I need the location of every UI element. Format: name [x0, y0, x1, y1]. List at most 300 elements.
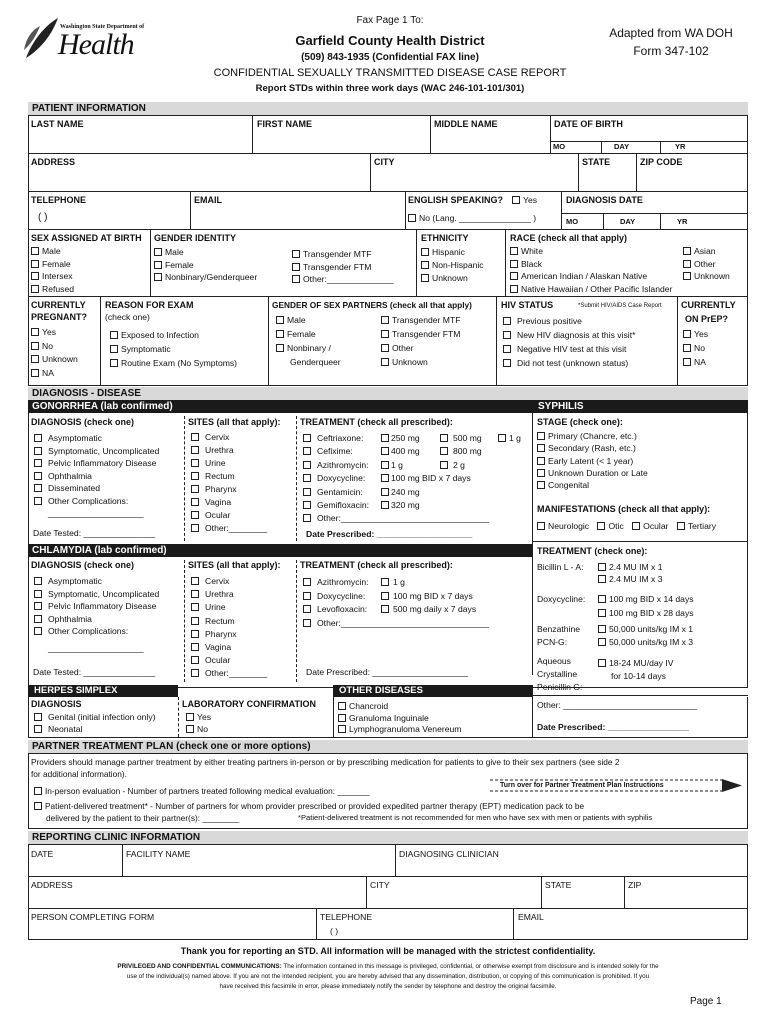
- ct-site-option[interactable]: [191, 667, 267, 680]
- gc-treatment-option-text: Ceftriaxone:: [317, 433, 364, 443]
- syphilis-stage-option[interactable]: [537, 467, 648, 479]
- prep-option-text: NA: [694, 357, 706, 367]
- state-label: STATE: [582, 157, 611, 167]
- partner-section-header: PARTNER TREATMENT PLAN (check one or more options): [28, 740, 748, 753]
- fax-phone: (509) 843-1935 (Confidential FAX line): [301, 52, 479, 63]
- gc-dose-option[interactable]: [381, 499, 471, 512]
- ethnicity-option[interactable]: [421, 246, 484, 259]
- gc-dose-1g[interactable]: [498, 432, 521, 444]
- aqueous-label-3: Penicillin G:: [537, 682, 583, 692]
- reason-option[interactable]: [110, 328, 237, 342]
- race-option-text: Black: [521, 258, 543, 269]
- other-disease-option[interactable]: [338, 724, 461, 736]
- logo-line2: Health: [58, 28, 134, 61]
- prep-options: [683, 327, 708, 369]
- benzathine-options: [598, 623, 693, 648]
- benzathine-label-1: Benzathine: [537, 624, 581, 634]
- partner-gender-option[interactable]: [276, 327, 341, 341]
- hiv-option[interactable]: [503, 328, 635, 342]
- bicillin-option[interactable]: [598, 561, 662, 573]
- privileged-text-3: have received this facsimile in error, please immediately notify the sender by telephone and destroy the original facsimile.: [219, 983, 557, 990]
- partner-gender-option-text: Transgender MTF: [392, 315, 461, 325]
- sex-option[interactable]: [31, 270, 74, 283]
- partner-gender-option[interactable]: [381, 327, 460, 341]
- ethnicity-option[interactable]: [421, 259, 484, 272]
- bicillin-label: Bicillin L - A:: [537, 562, 584, 572]
- hiv-option[interactable]: [503, 342, 635, 356]
- ct-diagnosis-option-text: Pelvic Inflammatory Disease: [48, 601, 157, 611]
- prep-option[interactable]: [683, 355, 708, 369]
- syph-doxy-option[interactable]: [598, 607, 694, 619]
- partners-right-options: [381, 313, 460, 369]
- gc-dose-option-text: 240 mg: [391, 486, 420, 497]
- pregnant-option-text: NA: [42, 367, 54, 378]
- partner-gender-option-text: Transgender FTM: [392, 329, 461, 339]
- syphilis-stage-option[interactable]: [537, 430, 648, 442]
- gc-dose-option-text: 250 mg: [391, 433, 420, 443]
- gc-site-option[interactable]: [191, 431, 267, 444]
- partner-gender-option[interactable]: [276, 313, 341, 327]
- ct-site-option[interactable]: [191, 588, 267, 601]
- english-speaking-label: ENGLISH SPEAKING?: [408, 195, 504, 205]
- ct-date-prescribed[interactable]: Date Prescribed: ____________________: [306, 667, 468, 677]
- race-option[interactable]: [510, 245, 672, 258]
- ct-treatment-option-text: Azithromycin:: [317, 577, 369, 587]
- gonorrhea-header: GONORRHEA (lab confirmed): [28, 400, 532, 413]
- gc-dose-option-text: 1 g: [391, 459, 403, 470]
- prep-label-2: ON PrEP?: [685, 314, 729, 324]
- ct-sites-label: SITES (all that apply):: [188, 560, 281, 570]
- pregnant-option-text: Unknown: [42, 354, 78, 364]
- logo-line1: Washington State Department of: [60, 24, 145, 30]
- herpes-option[interactable]: [34, 723, 155, 735]
- gc-site-option-text: Pharynx: [205, 484, 237, 494]
- ct-diagnosis-option[interactable]: [34, 575, 159, 588]
- reason-option-text: Symptomatic: [121, 344, 171, 354]
- other-disease-option-text: Granuloma Inguinale: [349, 712, 429, 723]
- gc-diagnosis-option-text: Disseminated: [48, 483, 101, 493]
- benzathine-option[interactable]: [598, 636, 693, 648]
- dob-yr: YR: [675, 142, 686, 151]
- other-diseases-header: OTHER DISEASES: [333, 685, 532, 697]
- race-label: RACE (check all that apply): [510, 233, 628, 243]
- gc-diagnosis-option[interactable]: [34, 482, 159, 495]
- gc-site-option[interactable]: [191, 483, 267, 496]
- race-option-text: Asian: [694, 246, 716, 256]
- prep-option[interactable]: [683, 341, 708, 355]
- gc-site-option[interactable]: [191, 496, 267, 509]
- ct-diagnosis-options: [34, 575, 159, 654]
- race-option-text: Unknown: [694, 271, 730, 281]
- ct-treatment-option-text: Doxycycline:: [317, 590, 366, 601]
- lab-option[interactable]: [186, 711, 211, 723]
- hiv-option-text: Previous positive: [517, 316, 582, 326]
- manif-option[interactable]: [597, 521, 623, 531]
- gender-option-text: Transgender FTM: [303, 261, 372, 272]
- gc-dose-col2: [440, 432, 482, 472]
- pregnant-label-1: CURRENTLY: [31, 300, 86, 310]
- race-option-text: Native Hawaiian / Other Pacific Islander: [521, 283, 673, 294]
- gc-diagnosis-option[interactable]: [34, 470, 159, 483]
- clinic-telephone-paren[interactable]: ( ): [330, 926, 339, 936]
- lab-option[interactable]: [186, 723, 211, 735]
- prep-option[interactable]: [683, 327, 708, 341]
- gc-dose-option[interactable]: [381, 486, 471, 499]
- reason-sub: (check one): [105, 312, 150, 322]
- ct-site-option[interactable]: [191, 615, 267, 628]
- gender-option[interactable]: [154, 271, 257, 284]
- ct-site-option-text: Pharynx: [205, 628, 237, 639]
- gc-site-option[interactable]: [191, 509, 267, 522]
- sex-option[interactable]: [31, 258, 74, 271]
- gender-option-text: Other:______________: [303, 274, 394, 284]
- ethnicity-option-text: Unknown: [432, 273, 468, 283]
- gc-diagnosis-option[interactable]: [34, 457, 159, 470]
- dob-day: DAY: [614, 142, 630, 151]
- gc-dose-option-text: 800 mg: [453, 446, 482, 457]
- person-completing-label: PERSON COMPLETING FORM: [31, 912, 155, 922]
- ct-dose-options: [381, 576, 476, 617]
- ethnicity-options: [421, 246, 484, 285]
- gc-other-line[interactable]: ____________________: [48, 508, 144, 518]
- gc-dose-option[interactable]: [440, 459, 482, 472]
- report-subtitle: Report STDs within three work days (WAC 246-101-101/301): [255, 83, 525, 94]
- gc-sites-label: SITES (all that apply):: [188, 417, 281, 427]
- pregnant-label-2: PREGNANT?: [31, 312, 87, 322]
- clinic-city-label: CITY: [370, 880, 390, 890]
- dob-label: DATE OF BIRTH: [554, 119, 623, 129]
- gc-treatment-label: TREATMENT (check all prescribed):: [300, 417, 453, 427]
- gender-right-options: [292, 248, 394, 286]
- inperson-text: In-person evaluation - Number of partners treated following medical evaluation: _______: [45, 786, 370, 796]
- benzathine-option[interactable]: [598, 623, 693, 635]
- ct-date-tested[interactable]: Date Tested: _______________: [33, 667, 156, 677]
- ct-diagnosis-option[interactable]: [34, 625, 159, 638]
- ct-diagnosis-option[interactable]: [34, 588, 159, 601]
- ct-site-option-text: Urethra: [205, 589, 234, 600]
- gc-diagnosis-option-text: Other Complications:: [48, 495, 129, 506]
- pregnant-option-text: Yes: [42, 327, 57, 337]
- middle-name-label: MIDDLE NAME: [434, 119, 498, 129]
- gc-dose-option[interactable]: [440, 445, 482, 458]
- gc-site-option-text: Other:________: [205, 523, 268, 533]
- ct-site-option[interactable]: [191, 575, 267, 588]
- ct-site-option[interactable]: [191, 654, 267, 667]
- syphilis-stage-option-text: Early Latent (< 1 year): [548, 455, 634, 466]
- gender-identity-label: GENDER IDENTITY: [154, 233, 237, 243]
- ct-other-line[interactable]: ____________________: [48, 642, 144, 653]
- telephone-paren[interactable]: ( ): [38, 212, 48, 223]
- pregnant-option[interactable]: [31, 367, 78, 381]
- gc-diagnosis-options: [34, 432, 159, 520]
- english-yes-text: Yes: [523, 195, 538, 205]
- ct-site-option[interactable]: [191, 641, 267, 654]
- prep-option-text: No: [694, 343, 705, 353]
- privileged-notice: [28, 962, 748, 992]
- ct-site-option-text: Other:________: [205, 668, 268, 679]
- syphilis-treatment-label: TREATMENT (check one):: [537, 546, 648, 556]
- syphilis-stage-option[interactable]: [537, 479, 648, 491]
- english-yes-checkbox[interactable]: [512, 196, 520, 204]
- partner-gender-option-text: Nonbinary /: [287, 343, 331, 353]
- clinic-state-label: STATE: [545, 880, 572, 890]
- gc-diagnosis-option-text: Ophthalmia: [48, 470, 92, 481]
- gc-site-option-text: Cervix: [205, 432, 230, 442]
- ethnicity-option-text: Hispanic: [432, 247, 465, 257]
- gc-diagnosis-option-text: Asymptomatic: [48, 433, 102, 443]
- race-option[interactable]: [510, 270, 672, 283]
- clinic-address-label: ADDRESS: [31, 880, 73, 890]
- manif-option-text: Ocular: [643, 521, 669, 531]
- gender-option[interactable]: [292, 273, 394, 286]
- ct-treatment-option-text: Levofloxacin:: [317, 604, 368, 614]
- hiv-option-text: Negative HIV test at this visit: [517, 344, 627, 354]
- gc-site-option-text: Vagina: [205, 497, 232, 507]
- sex-option[interactable]: [31, 245, 74, 258]
- race-option[interactable]: [683, 270, 730, 283]
- manif-option[interactable]: [537, 521, 589, 531]
- ept-option[interactable]: [34, 800, 584, 812]
- partners-left-options: [276, 313, 341, 369]
- leaf-logo-icon: [22, 14, 62, 62]
- ct-site-option[interactable]: [191, 628, 267, 641]
- sex-options: [31, 245, 74, 295]
- syphilis-stage-option-text: Unknown Duration or Late: [548, 467, 648, 478]
- benzathine-option-text: 50,000 units/kg IM x 1: [609, 624, 694, 634]
- syphilis-date-prescribed[interactable]: Date Prescribed: _________________: [537, 722, 689, 732]
- gc-site-option-text: Urethra: [205, 445, 234, 455]
- ct-site-option-text: Vagina: [205, 642, 232, 653]
- gc-site-option[interactable]: [191, 470, 267, 483]
- diagnosis-section-header: DIAGNOSIS - DISEASE: [28, 387, 748, 400]
- reason-option-text: Exposed to Infection: [121, 330, 199, 340]
- privileged-text-2: use of the individual(s) named above. If you are not the intended recipient, you are hereby advised that any dissemination, distribution, or copying of this communication is prohibited. If you: [126, 973, 650, 980]
- aqueous-option[interactable]: [598, 657, 673, 669]
- hiv-option[interactable]: [503, 314, 635, 328]
- privileged-text-1: The information contained in this message is privileged, confidential, or otherwise exempt from disclosure and is intended solely for the: [283, 963, 659, 970]
- gc-site-option[interactable]: [191, 457, 267, 470]
- ct-site-option-text: Urine: [205, 602, 226, 613]
- ct-site-option-text: Ocular: [205, 655, 231, 666]
- ct-treatment-label: TREATMENT (check all prescribed):: [300, 560, 453, 570]
- syphilis-stage-option-text: Primary (Chancre, etc.): [548, 431, 637, 441]
- report-title: CONFIDENTIAL SEXUALLY TRANSMITTED DISEASE CASE REPORT: [213, 67, 567, 79]
- district-name: Garfield County Health District: [295, 33, 485, 48]
- syphilis-stage-option[interactable]: [537, 455, 648, 467]
- gc-diagnosis-option-text: Symptomatic, Uncomplicated: [48, 445, 160, 456]
- syphilis-other[interactable]: Other: ____________________________: [537, 700, 698, 710]
- clinic-email-label: EMAIL: [518, 912, 544, 922]
- lab-options: [186, 711, 211, 735]
- gc-dose-option-text: 2 g: [453, 459, 465, 470]
- gc-site-option[interactable]: [191, 522, 267, 535]
- gc-diagnosis-option[interactable]: [34, 495, 159, 508]
- syphilis-stage-option-text: Secondary (Rash, etc.): [548, 443, 636, 454]
- partner-gender-option[interactable]: [381, 313, 460, 327]
- diag-day: DAY: [620, 217, 636, 226]
- gc-dose-option-text: 320 mg: [391, 500, 420, 511]
- diagnosis-date-label: DIAGNOSIS DATE: [566, 195, 643, 205]
- english-no-checkbox[interactable]: [408, 214, 416, 222]
- gender-option[interactable]: [292, 248, 394, 261]
- syph-doxy-option-text: 100 mg BID x 28 days: [609, 608, 694, 618]
- city-label: CITY: [374, 157, 395, 167]
- clinic-section-header: REPORTING CLINIC INFORMATION: [28, 831, 748, 844]
- race-option-text: White: [521, 246, 543, 256]
- partner-intro-2: for additional information).: [31, 769, 127, 779]
- aqueous-label-2: Crystalline: [537, 669, 578, 679]
- gender-option-text: Female: [165, 259, 194, 270]
- herpes-option-text: Genital (initial infection only): [48, 712, 156, 722]
- english-yes[interactable]: [512, 194, 537, 206]
- aqueous-option-2: for 10-14 days: [611, 671, 666, 681]
- ct-dose-option[interactable]: [381, 576, 476, 590]
- other-disease-option-text: Lymphogranuloma Venereum: [349, 724, 462, 734]
- sex-option-text: Refused: [42, 283, 75, 294]
- ept-text-2: delivered by the patient to their partner(s): ________: [46, 813, 240, 823]
- reason-option[interactable]: [110, 342, 237, 356]
- syph-doxy-label: Doxycycline:: [537, 594, 586, 604]
- ct-treatment-option-text: Other:_______________________________: [317, 617, 490, 628]
- gc-treatment-option-text: Azithromycin:: [317, 459, 369, 470]
- dob-mo: MO: [553, 142, 566, 151]
- race-option[interactable]: [510, 258, 672, 271]
- gc-treatment-option-text: Cefixime:: [317, 446, 353, 457]
- pregnant-option[interactable]: [31, 353, 78, 367]
- gender-option-text: Nonbinary/Genderqueer: [165, 272, 258, 282]
- clinic-telephone-label: TELEPHONE: [320, 912, 373, 922]
- partner-gender-option-text: Male: [287, 315, 306, 325]
- gc-diagnosis-option[interactable]: [34, 432, 159, 445]
- clinic-clinician-label: DIAGNOSING CLINICIAN: [399, 849, 499, 859]
- bicillin-option[interactable]: [598, 573, 662, 585]
- pregnant-option[interactable]: [31, 326, 78, 340]
- ct-diagnosis-label: DIAGNOSIS (check one): [31, 560, 135, 570]
- gc-dose-option[interactable]: [381, 472, 471, 485]
- first-name-label: FIRST NAME: [257, 119, 312, 129]
- ept-note: *Patient-delivered treatment is not recommended for men who have sex with men or patients with syphilis: [298, 813, 653, 822]
- reason-option[interactable]: [110, 356, 237, 370]
- benzathine-label-2: PCN-G:: [537, 637, 568, 647]
- syphilis-stage-option-text: Congenital: [548, 480, 590, 491]
- hiv-options: [503, 314, 635, 370]
- manif-option[interactable]: [632, 521, 668, 531]
- pregnant-option-text: No: [42, 340, 53, 351]
- ct-dose-option[interactable]: [381, 603, 476, 617]
- gc-dose-option-text: 400 mg: [391, 446, 420, 457]
- ct-site-option[interactable]: [191, 601, 267, 614]
- reason-options: [110, 328, 237, 370]
- partner-gender-option[interactable]: [276, 341, 341, 355]
- ct-diagnosis-option-text: Other Complications:: [48, 626, 129, 636]
- ct-diagnosis-option[interactable]: [34, 600, 159, 613]
- diag-mo: MO: [566, 217, 579, 226]
- reason-option-text: Routine Exam (No Symptoms): [121, 358, 238, 368]
- other-disease-options: [338, 701, 461, 736]
- ct-diagnosis-option-text: Symptomatic, Uncomplicated: [48, 588, 160, 599]
- gender-option[interactable]: [154, 246, 257, 259]
- partner-gender-option[interactable]: [381, 355, 460, 369]
- inperson-option[interactable]: [34, 785, 370, 797]
- gc-dose-option[interactable]: [440, 432, 482, 445]
- gc-date-tested[interactable]: Date Tested: _______________: [33, 528, 156, 538]
- lab-option-text: No: [197, 724, 208, 734]
- gc-date-prescribed[interactable]: Date Prescribed: ____________________: [306, 529, 473, 539]
- ct-treatment-option[interactable]: [303, 617, 489, 631]
- address-label: ADDRESS: [31, 157, 76, 167]
- gc-dose-option-text: 100 mg BID x 7 days: [391, 473, 471, 484]
- partner-gender-option[interactable]: [381, 341, 460, 355]
- gc-site-option-text: Rectum: [205, 471, 235, 481]
- syphilis-stage-option[interactable]: [537, 442, 648, 454]
- gc-diagnosis-option[interactable]: [34, 445, 159, 458]
- english-no[interactable]: [408, 212, 536, 224]
- herpes-header: HERPES SIMPLEX: [28, 685, 178, 697]
- race-option[interactable]: [683, 258, 730, 271]
- zip-label: ZIP CODE: [640, 157, 683, 167]
- manif-option[interactable]: [677, 521, 716, 531]
- thank-you: Thank you for reporting an STD. All information will be managed with the strictest confidentiality.: [180, 946, 596, 956]
- race-option[interactable]: [510, 283, 672, 296]
- gender-option[interactable]: [154, 259, 257, 272]
- herpes-option[interactable]: [34, 711, 155, 723]
- pregnant-option[interactable]: [31, 340, 78, 354]
- english-no-text: No (Lang. _______________ ): [419, 213, 537, 223]
- syph-doxy-option[interactable]: [598, 593, 694, 605]
- ct-dose-option-text: 100 mg BID x 7 days: [393, 590, 473, 601]
- hiv-option-text: Did not test (unknown status): [517, 358, 629, 368]
- ct-site-option-text: Cervix: [205, 576, 230, 586]
- gc-diagnosis-label: DIAGNOSIS (check one): [31, 417, 135, 427]
- ct-diagnosis-option[interactable]: [34, 613, 159, 626]
- partners-gender-label: GENDER OF SEX PARTNERS (check all that apply): [272, 300, 472, 310]
- other-disease-option[interactable]: [338, 701, 461, 713]
- aqueous-label-1: Aqueous: [537, 656, 571, 666]
- manif-option-text: Tertiary: [687, 521, 717, 531]
- race-option[interactable]: [683, 245, 730, 258]
- ethnicity-option[interactable]: [421, 272, 484, 285]
- lab-confirmation-label: LABORATORY CONFIRMATION: [182, 699, 316, 709]
- race-option-text: Other: [694, 258, 716, 269]
- gc-dose-option-text: 500 mg: [453, 433, 482, 443]
- ct-site-option-text: Rectum: [205, 615, 235, 626]
- hiv-option[interactable]: [503, 356, 635, 370]
- sex-option[interactable]: [31, 283, 74, 296]
- sex-option-text: Intersex: [42, 271, 73, 281]
- gc-dose-1g-text: 1 g: [509, 433, 521, 443]
- gender-option-text: Transgender MTF: [303, 249, 372, 259]
- gc-treatment-option-text: Other:_______________________________: [317, 513, 490, 524]
- hiv-option-text: New HIV diagnosis at this visit*: [517, 330, 636, 340]
- doh-logo: [22, 14, 157, 64]
- turnover-arrow: [490, 779, 742, 792]
- race-option-text: American Indian / Alaskan Native: [521, 271, 648, 281]
- gc-treatment-option[interactable]: [303, 512, 489, 525]
- diag-yr: YR: [677, 217, 688, 226]
- gc-treatment-option-text: Doxycycline:: [317, 473, 366, 484]
- gc-site-option[interactable]: [191, 444, 267, 457]
- lab-option-text: Yes: [197, 712, 212, 722]
- syphilis-stage-options: [537, 430, 648, 491]
- gc-site-option-text: Ocular: [205, 510, 231, 520]
- gender-option[interactable]: [292, 261, 394, 274]
- gender-option-text: Male: [165, 247, 184, 257]
- adapted-line1: Adapted from WA DOH: [609, 26, 733, 40]
- partner-gender-option-text: Other: [392, 343, 414, 353]
- other-disease-option[interactable]: [338, 713, 461, 725]
- ct-dose-option-text: 1 g: [393, 577, 405, 587]
- ct-dose-option[interactable]: [381, 590, 476, 604]
